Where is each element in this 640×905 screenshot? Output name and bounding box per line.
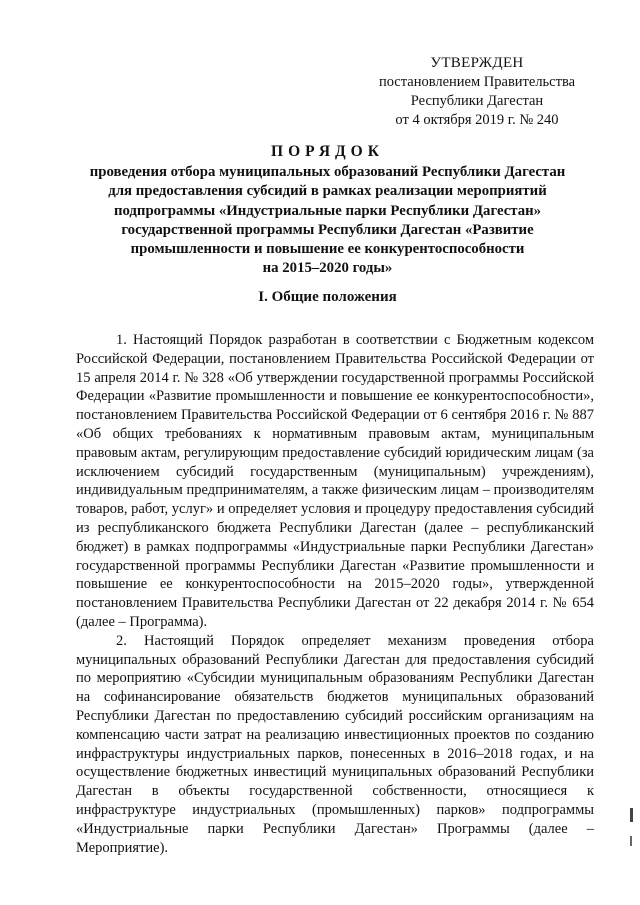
approval-line-1: постановлением Правительства [378,74,576,90]
document-title [60,142,595,278]
paragraph-2: 2. Настоящий Порядок определяет механизм проведения отбора муниципальных образований Республики Дагестан для предоставления субсидий по мероприятию «Субсидии муниципальным образованиям Республики Дагестан на софинансирование обязательств бюджетов муниципальных образований Республики Дагестан по предоставлению субсидий российским организациям на компенсацию части затрат на реализацию инвестиционных проектов по созданию инфраструктуры индустриальных парков, понесенных в 2016–2018 годах, и на осуществление бюджетных инвестиций муниципальных образований Республики Дагестан в объекты государственной собственности, относящиеся к инфраструктуре индустриальных (промышленных) парков» подпрограммы «Индустриальные парки Республики Дагестан» Программы (далее – Мероприятие). [76,632,594,856]
title-order: ПОРЯДОК [271,143,384,160]
body-text [76,331,594,857]
scan-edge-mark [630,808,633,822]
title-line-6: на 2015–2020 годы» [262,260,393,277]
title-line-1: проведения отбора муниципальных образований Республики Дагестан [89,164,566,181]
title-line-2: для предоставления субсидий в рамках реализации мероприятий [108,183,547,200]
title-line-4: государственной программы Республики Дагестан «Развитие [121,221,534,238]
approval-line-2: Республики Дагестан [410,93,544,109]
section-heading: I. Общие положения [258,289,397,305]
title-line-3: подпрограммы «Индустриальные парки Республики Дагестан» [113,202,542,219]
title-line-5: промышленности и повышение ее конкурентоспособности [130,241,525,258]
approval-stamp [362,54,592,130]
paragraph-1: 1. Настоящий Порядок разработан в соответствии с Бюджетным кодексом Российской Федерации, постановлением Правительства Российской Федерации от 15 апреля 2014 г. № 328 «Об утверждении государственной программы Российской Федерации «Развитие промышленности и повышение ее конкурентоспособности», постановлением Правительства Российской Федерации от 6 сентября 2016 г. № 887 «Об общих требованиях к нормативным правовым актам, муниципальным правовым актам, регулирующим предоставление субсидий юридическим лицам (за исключением субсидий государственным (муниципальным) учреждениям), индивидуальным предпринимателям, а также физическим лицам – производителям товаров, работ, услуг» и определяет условия и процедуру предоставления субсидий из республиканского бюджета Республики Дагестан (далее – республиканский бюджет) в рамках подпрограммы «Индустриальные парки Республики Дагестан» государственной программы Республики Дагестан «Развитие промышленности и повышение ее конкурентоспособности на 2015–2020 годы», утвержденной постановлением Правительства Республики Дагестан от 22 декабря 2014 г. № 654 (далее – Программа). [76,332,594,630]
scan-edge-mark-2 [630,836,632,846]
approval-heading: УТВЕРЖДЕН [430,55,524,71]
approval-line-3: от 4 октября 2019 г. № 240 [395,112,559,128]
